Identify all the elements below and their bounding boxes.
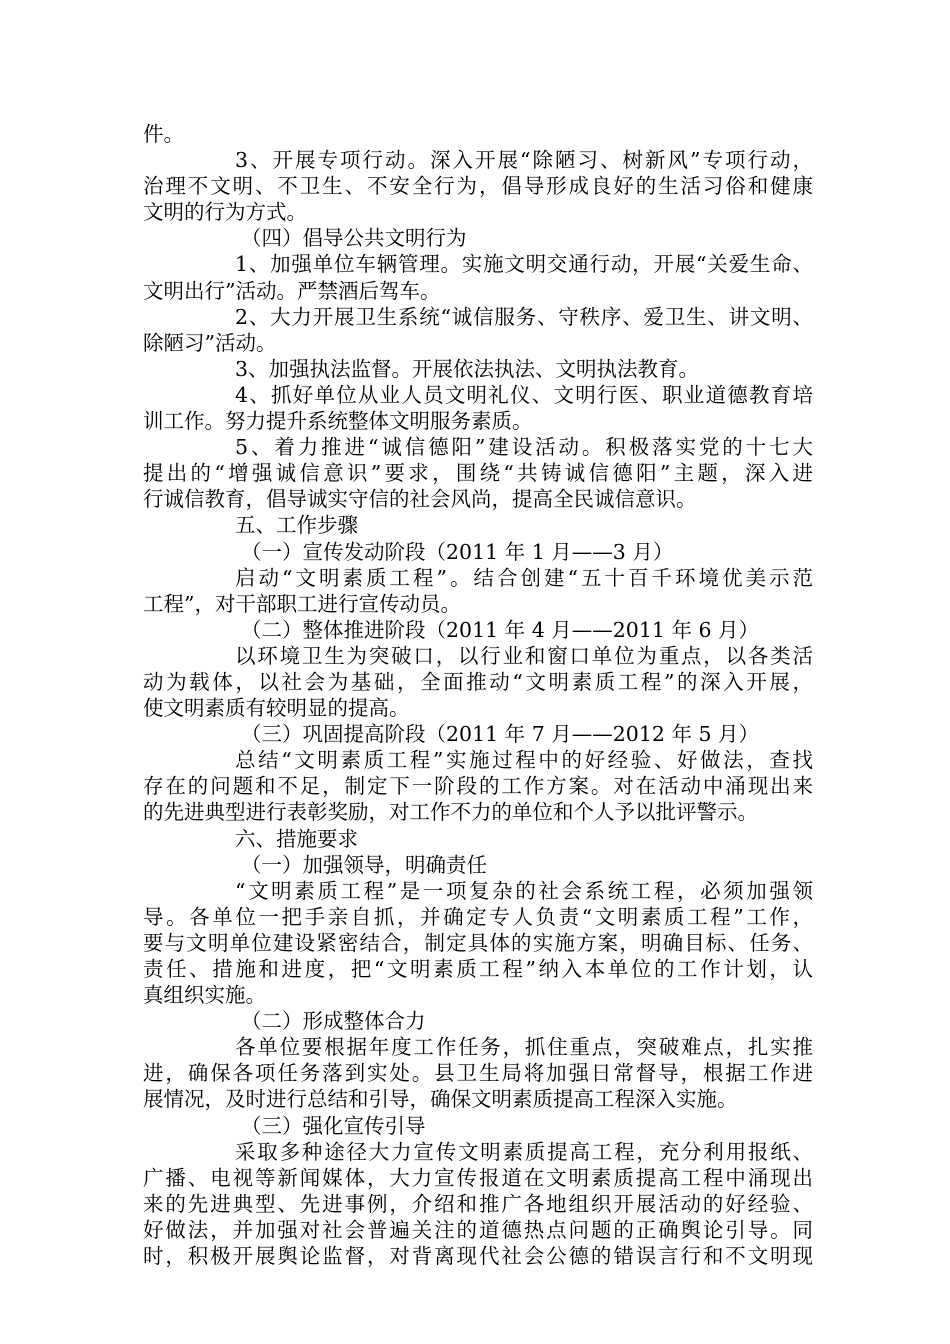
- paragraph-line: 治理不文明、不卫生、不安全行为，倡导形成良好的生活习俗和健康: [143, 174, 813, 199]
- paragraph-line: 的先进典型进行表彰奖励，对工作不力的单位和个人予以批评警示。: [143, 800, 758, 825]
- paragraph-line: 导。各单位一把手亲自抓，并确定专人负责“文明素质工程”工作，: [143, 904, 813, 929]
- paragraph-line: 3、开展专项行动。深入开展“除陋习、树新风”专项行动，: [235, 148, 813, 173]
- paragraph-line: 总结“文明素质工程”实施过程中的好经验、好做法，查找: [235, 748, 813, 773]
- paragraph-line: “文明素质工程”是一项复杂的社会系统工程，必须加强领: [235, 878, 813, 903]
- paragraph-line: 进，确保各项任务落到实处。县卫生局将加强日常督导，根据工作进: [143, 1061, 813, 1086]
- paragraph-line: 1、加强单位车辆管理。实施文明交通行动，开展“关爱生命、: [235, 252, 813, 277]
- paragraph-line: 件。: [143, 122, 184, 146]
- paragraph-line: 真组织实施。: [143, 983, 266, 1008]
- paragraph-line: 广播、电视等新闻媒体，大力宣传报道在文明素质提高工程中涌现出: [143, 1165, 813, 1190]
- paragraph-line: 来的先进典型、先进事例，介绍和推广各地组织开展活动的好经验、: [143, 1191, 813, 1216]
- subsection-heading: （三）巩固提高阶段（2011 年 7 月——2012 年 5 月）: [241, 722, 760, 747]
- paragraph-line: 提出的“增强诚信意识”要求，围绕“共铸诚信德阳”主题，深入进: [143, 461, 813, 486]
- paragraph-line: 责任、措施和进度，把“文明素质工程”纳入本单位的工作计划，认: [143, 957, 813, 981]
- paragraph-line: 文明的行为方式。: [143, 200, 307, 225]
- paragraph-line: 采取多种途径大力宣传文明素质提高工程，充分利用报纸、: [235, 1139, 813, 1164]
- subsection-heading: （三）强化宣传引导: [241, 1113, 426, 1138]
- subsection-heading: （二）整体推进阶段（2011 年 4 月——2011 年 6 月）: [241, 617, 760, 642]
- paragraph-line: 除陋习”活动。: [143, 330, 277, 355]
- section-heading: 六、措施要求: [235, 826, 358, 851]
- paragraph-line: 文明出行”活动。严禁酒后驾车。: [143, 278, 441, 303]
- subsection-heading: （一）加强领导，明确责任: [241, 852, 487, 877]
- paragraph-line: 动为载体，以社会为基础，全面推动“文明素质工程”的深入开展，: [143, 669, 813, 694]
- paragraph-line: 训工作。努力提升系统整体文明服务素质。: [143, 409, 533, 434]
- paragraph-line: 3、加强执法监督。开展依法执法、文明执法教育。: [235, 356, 700, 381]
- section-heading: 五、工作步骤: [235, 513, 358, 538]
- paragraph-line: 存在的问题和不足，制定下一阶段的工作方案。对在活动中涌现出来: [143, 774, 813, 799]
- paragraph-line: 行诚信教育，倡导诚实守信的社会风尚，提高全民诚信意识。: [143, 487, 697, 512]
- paragraph-line: 以环境卫生为突破口，以行业和窗口单位为重点，以各类活: [235, 643, 813, 668]
- paragraph-line: 展情况，及时进行总结和引导，确保文明素质提高工程深入实施。: [143, 1087, 738, 1112]
- paragraph-line: 启动“文明素质工程”。结合创建“五十百千环境优美示范: [235, 565, 813, 590]
- paragraph-line: 时，积极开展舆论监督，对背离现代社会公德的错误言行和不文明现: [143, 1244, 813, 1269]
- paragraph-line: 5、着力推进“诚信德阳”建设活动。积极落实党的十七大: [235, 435, 813, 460]
- subsection-heading: （二）形成整体合力: [241, 1009, 426, 1034]
- paragraph-line: 4、抓好单位从业人员文明礼仪、文明行医、职业道德教育培: [235, 382, 813, 407]
- paragraph-line: 使文明素质有较明显的提高。: [143, 696, 410, 721]
- paragraph-line: 好做法，并加强对社会普遍关注的道德热点问题的正确舆论引导。同: [143, 1217, 813, 1242]
- subsection-heading: （一）宣传发动阶段（2011 年 1 月——3 月）: [241, 539, 674, 564]
- paragraph-line: 各单位要根据年度工作任务，抓住重点，突破难点，扎实推: [235, 1035, 813, 1060]
- paragraph-line: 要与文明单位建设紧密结合，制定具体的实施方案，明确目标、任务、: [143, 930, 813, 955]
- subsection-heading: （四）倡导公共文明行为: [241, 226, 467, 251]
- document-page: [143, 121, 813, 1269]
- paragraph-line: 工程”，对干部职工进行宣传动员。: [143, 591, 461, 616]
- paragraph-line: 2、大力开展卫生系统“诚信服务、守秩序、爱卫生、讲文明、: [235, 304, 813, 329]
